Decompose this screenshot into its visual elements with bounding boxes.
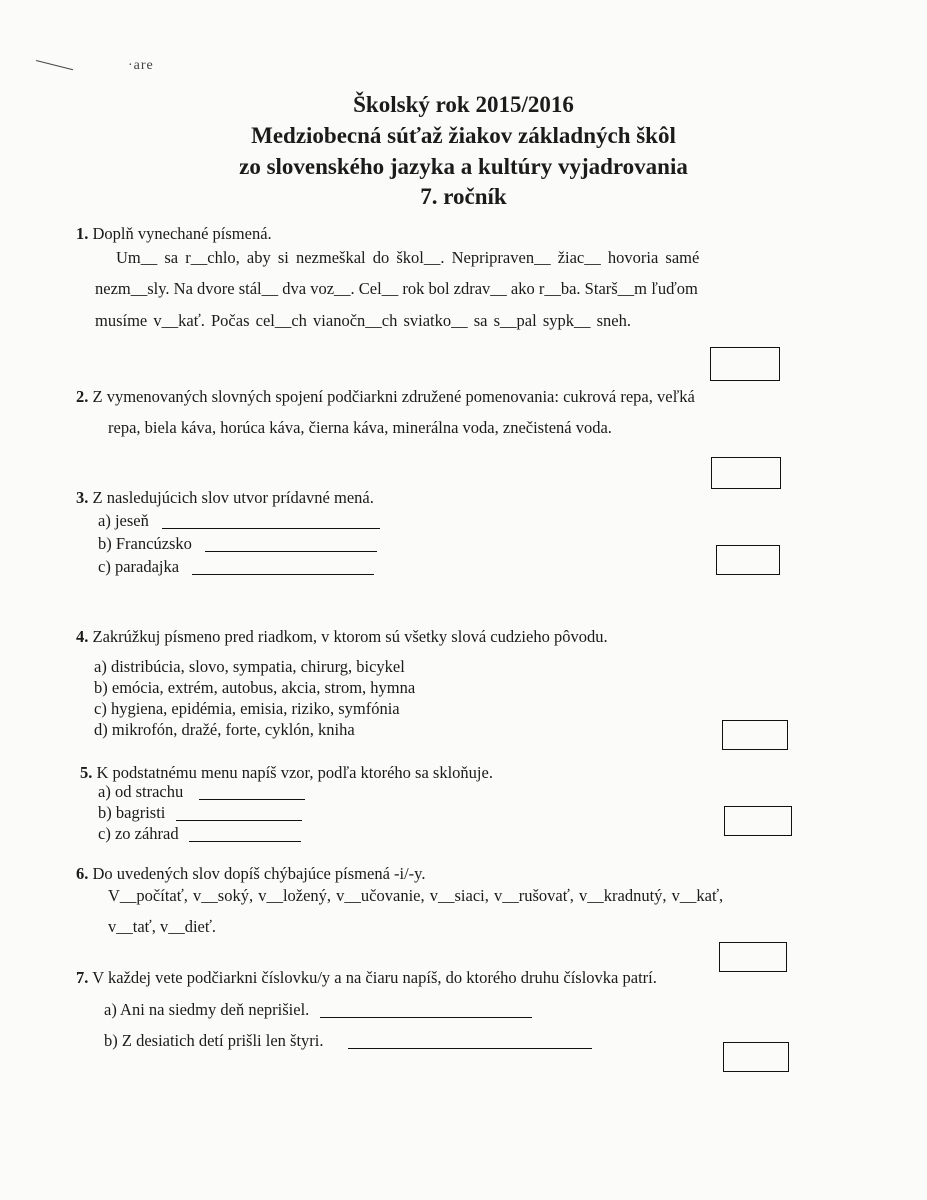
q3-item-b: b) Francúzsko [98,534,192,553]
q5-item-c: c) zo záhrad [98,824,179,843]
q2-text-1: Z vymenovaných slovných spojení podčiarkni združené pomenovania: cukrová repa, veľká [92,387,695,406]
q5-heading [80,763,493,783]
q2-score-box[interactable] [711,457,781,489]
pen-mark [36,60,73,71]
header-line-4: 7. ročník [420,184,507,209]
header-line-2: Medziobecná súťaž žiakov základných škôl [251,123,676,148]
q4-number: 4. [76,627,89,646]
q6-text-line-2: v__tať, v__dieť. [108,917,217,936]
q7-instruction: V každej vete podčiarkni číslovku/y a na čiaru napíš, do ktorého druhu číslovka patrí. [92,968,657,987]
q4-score-box[interactable] [722,720,788,750]
q5-number: 5. [80,763,93,782]
q3-item-a: a) jeseň [98,511,149,530]
q4-option-b[interactable]: b) emócia, extrém, autobus, akcia, strom, hymna [94,678,416,697]
q3-instruction: Z nasledujúcich slov utvor prídavné mená. [92,488,374,507]
q7-heading [76,968,657,988]
q2-text-line-2: repa, biela káva, horúca káva, čierna káva, minerálna voda, znečistená voda. [108,418,612,437]
header-line-1: Školský rok 2015/2016 [353,92,574,117]
q4-instruction: Zakrúžkuj písmeno pred riadkom, v ktorom sú všetky slová cudzieho pôvodu. [92,627,608,646]
q7-answer-line-a[interactable] [320,1017,532,1018]
q7-number: 7. [76,968,89,987]
header-line-3: zo slovenského jazyka a kultúry vyjadrovania [239,154,688,179]
q7-score-box[interactable] [723,1042,789,1072]
q6-instruction: Do uvedených slov dopíš chýbajúce písmená -i/-y. [92,864,426,883]
q4-heading [76,627,608,647]
q2-number: 2. [76,387,89,406]
q7-item-b: b) Z desiatich detí prišli len štyri. [104,1031,324,1050]
q2-line-1 [76,387,695,407]
q5-answer-line-b[interactable] [176,820,302,821]
q3-item-c: c) paradajka [98,557,180,576]
q3-heading [76,488,374,508]
q3-answer-line-b[interactable] [205,551,377,552]
q1-heading [76,224,272,244]
q1-text-line-1: Um__ sa r__chlo, aby si nezmeškal do škol__. Nepripraven__ žiac__ hovoria samé [116,248,700,267]
q7-item-a: a) Ani na siedmy deň neprišiel. [104,1000,310,1019]
q6-heading [76,864,425,884]
q3-score-box[interactable] [716,545,780,575]
corner-text: ·are [128,58,154,73]
q3-answer-line-c[interactable] [192,574,374,575]
q5-item-a: a) od strachu [98,782,184,801]
q5-answer-line-a[interactable] [199,799,305,800]
q3-answer-line-a[interactable] [162,528,380,529]
q1-instruction: Doplň vynechané písmená. [92,224,272,243]
q4-option-c[interactable]: c) hygiena, epidémia, emisia, riziko, symfónia [94,699,400,718]
q5-item-b: b) bagristi [98,803,166,822]
q1-number: 1. [76,224,89,243]
q1-text-line-3: musíme v__kať. Počas cel__ch vianočn__ch sviatko__ sa s__pal sypk__ sneh. [95,311,632,330]
q6-number: 6. [76,864,89,883]
q5-instruction: K podstatnému menu napíš vzor, podľa ktorého sa skloňuje. [96,763,493,782]
q7-answer-line-b[interactable] [348,1048,592,1049]
q6-text-line-1: V__počítať, v__soký, v__ložený, v__učovanie, v__siaci, v__rušovať, v__kradnutý, v__kať, [108,886,724,905]
q4-option-a[interactable]: a) distribúcia, slovo, sympatia, chirurg, bicykel [94,657,405,676]
q6-score-box[interactable] [719,942,787,972]
q5-answer-line-c[interactable] [189,841,301,842]
q4-option-d[interactable]: d) mikrofón, dražé, forte, cyklón, kniha [94,720,355,739]
q3-number: 3. [76,488,89,507]
q1-text-line-2: nezm__sly. Na dvore stál__ dva voz__. Cel__ rok bol zdrav__ ako r__ba. Starš__m ľuďom [95,279,698,298]
q5-score-box[interactable] [724,806,792,836]
q1-score-box[interactable] [710,347,780,381]
